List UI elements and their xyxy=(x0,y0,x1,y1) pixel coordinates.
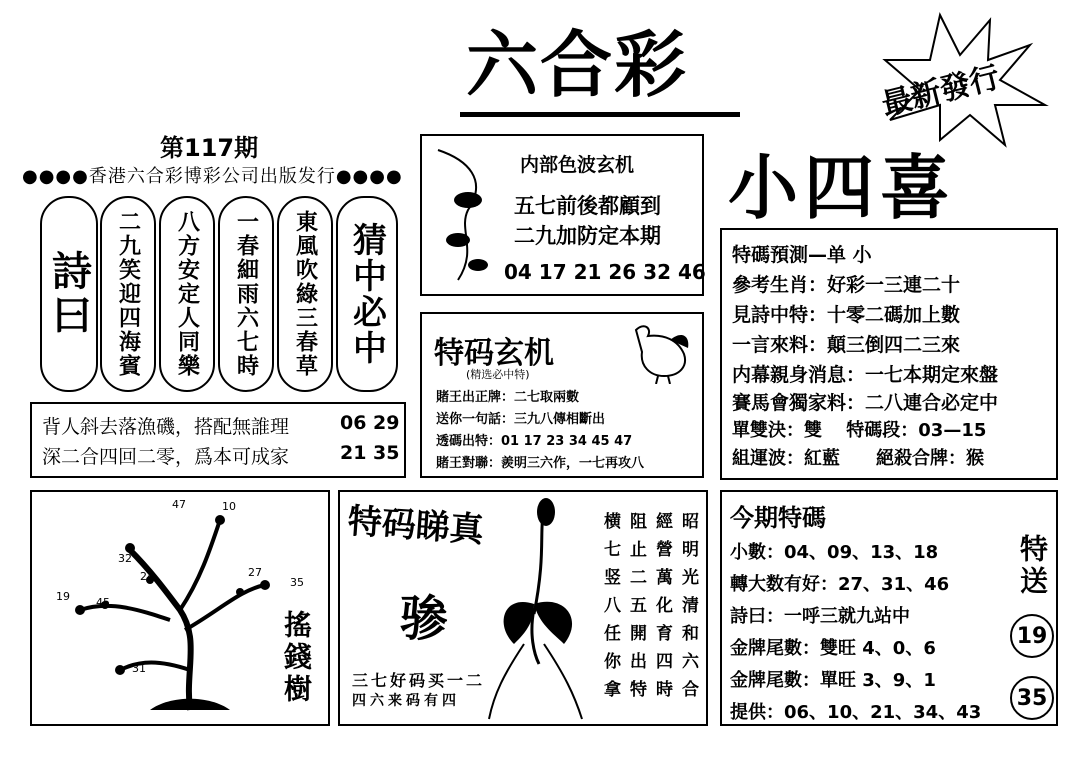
today-line-2: 轉大数有好：27、31、46 xyxy=(730,574,950,595)
truth-line2: 四六来码有四 xyxy=(352,693,460,709)
today-line-4: 金牌尾數：雙旺 4、0、6 xyxy=(730,638,936,659)
money-tree-icon xyxy=(50,500,280,720)
poem-line-2: 八方安定人同樂 xyxy=(159,196,215,392)
brand-underline xyxy=(460,112,740,117)
tree-num-10: 10 xyxy=(222,500,236,513)
special-line-2: 送你一句話：三九八傳相斷出 xyxy=(436,412,606,427)
today-line-3: 詩曰：一呼三就九站中 xyxy=(730,606,910,627)
truth-big-char: 骖 xyxy=(400,591,449,647)
predict-line-8: 組運波：紅藍 絕殺合牌：猴 xyxy=(732,448,984,469)
special-line-4: 賭王對聯：羨明三六作，一七再攻八 xyxy=(436,456,645,471)
issue-number: 第117期 xyxy=(160,134,259,162)
predict-line-4: 一言來料：顛三倒四二三來 xyxy=(732,334,961,356)
tree-num-31: 31 xyxy=(132,662,146,675)
tree-num-47: 47 xyxy=(172,498,186,511)
truth-poem-col-1: 昭明光清和六合 xyxy=(678,512,698,708)
orchid-icon xyxy=(428,140,508,290)
publisher-line: ●●●●香港六合彩博彩公司出版发行●●●● xyxy=(22,166,403,187)
today-title: 今期特碼 xyxy=(730,503,826,532)
couplet-2: 深二合四回二零，爲本可成家 xyxy=(42,446,290,468)
truth-poem-col-3: 阻止二五開出特 xyxy=(626,512,646,708)
tree-num-27: 27 xyxy=(248,566,262,579)
truth-title: 特码睇真 xyxy=(346,501,485,551)
today-line-5: 金牌尾數：單旺 3、9、1 xyxy=(730,670,936,691)
predict-line-6: 賽馬會獨家料：二八連合必定中 xyxy=(732,392,999,414)
truth-poem-col-2: 經營萬化育四時 xyxy=(652,512,672,708)
tree-num-19: 19 xyxy=(56,590,70,603)
brand-title: 六合彩 xyxy=(466,22,689,107)
tree-num-35: 35 xyxy=(290,576,304,589)
poem-title-pill xyxy=(40,196,98,392)
new-release-label: 最新發行 xyxy=(878,59,1004,123)
today-line-1: 小數：04、09、13、18 xyxy=(730,542,939,563)
predict-line-2: 參考生肖：好彩一三連二十 xyxy=(732,274,961,296)
special-line-3: 透碼出特：01 17 23 34 45 47 xyxy=(436,434,633,449)
predict-line-1: 特碼預測—单 小 xyxy=(732,244,872,266)
today-line-6: 提供：06、10、21、34、43 xyxy=(730,702,982,723)
predict-line-7: 單雙決：雙 特碼段：03—15 xyxy=(732,420,987,441)
truth-poem-col-4: 横七竖八任你拿 xyxy=(600,512,620,708)
couplet-1: 背人斜去落漁磯，搭配無誰理 xyxy=(42,416,290,438)
inner-box-line1: 五七前後都顧到 xyxy=(514,193,661,218)
today-circle-19: 19 xyxy=(1010,614,1054,658)
special-line-1: 賭王出正牌：二七取兩數 xyxy=(436,390,580,405)
inner-box-numbers: 04 17 21 26 32 46 xyxy=(504,260,706,284)
rooster-icon xyxy=(624,320,694,384)
poem-title: 詩曰 xyxy=(45,250,92,338)
tree-title: 搖錢樹 xyxy=(280,610,313,706)
lily-icon xyxy=(484,494,594,724)
truth-line1: 三七好码买一二 xyxy=(352,671,486,690)
today-circle-35: 35 xyxy=(1010,676,1054,720)
today-gift: 特送 xyxy=(1016,534,1049,598)
special-box-title: 特码玄机 xyxy=(434,336,554,371)
poem-line-4: 東風吹綠三春草 xyxy=(277,196,333,392)
couplet-2-nums: 21 35 xyxy=(340,442,400,464)
poem-line-1: 二九笑迎四海賓 xyxy=(100,196,156,392)
tree-num-32: 32 xyxy=(118,552,132,565)
couplet-1-nums: 06 29 xyxy=(340,412,400,434)
poem-line-3: 一春細雨六七時 xyxy=(218,196,274,392)
guess-pill xyxy=(336,196,398,392)
special-box-subtitle: (精选必中特) xyxy=(466,368,530,381)
guess-text: 猜中必中 xyxy=(346,222,387,366)
inner-box-title: 内部色波玄机 xyxy=(520,154,635,176)
inner-box-line2: 二九加防定本期 xyxy=(514,223,661,248)
sub-title: 小四喜 xyxy=(728,146,956,229)
predict-line-3: 見詩中特：十零二碼加上數 xyxy=(732,304,961,326)
tree-num-45: 45 xyxy=(96,596,110,609)
tree-num-24: 24 xyxy=(140,570,154,583)
predict-line-5: 内幕親身消息：一七本期定來盤 xyxy=(732,364,999,386)
